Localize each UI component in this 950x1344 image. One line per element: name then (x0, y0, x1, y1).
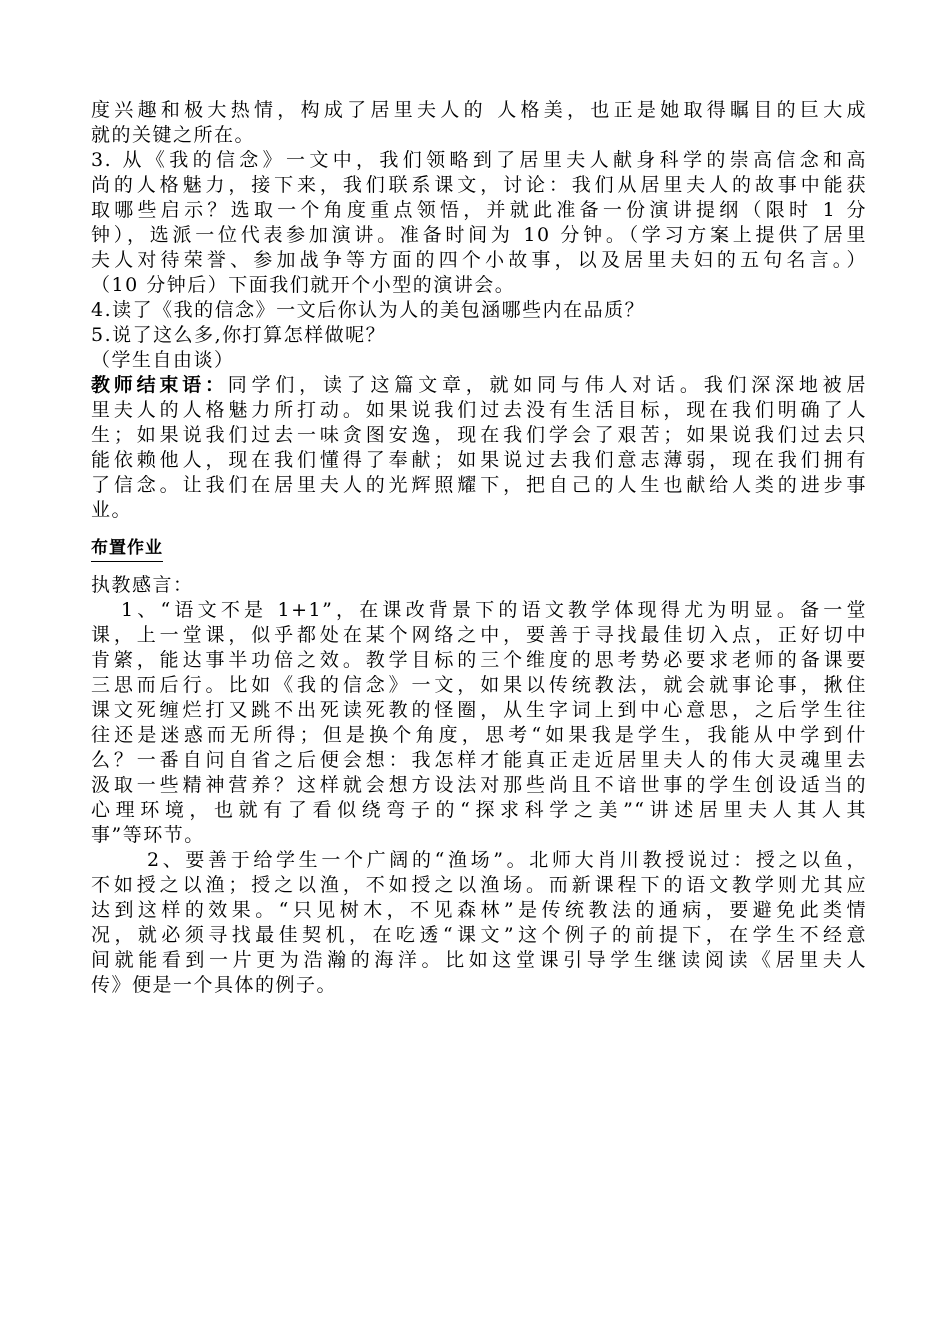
text-line: 事”等环节。 (91, 824, 205, 846)
text-line: 1、“语文不是 1+1”，在课改背景下的语文教学体现得尤为明显。备一堂 (121, 599, 867, 621)
text-line: 况，就必须寻找最佳契机，在吃透“课文”这个例子的前提下，在学生不经意 (91, 924, 867, 946)
text-line: 课文死缠烂打又跳不出死读死教的怪圈，从生字词上到中心意思，之后学生往 (91, 699, 867, 721)
text-line: 尚的人格魅力，接下来，我们联系课文，讨论：我们从居里夫人的故事中能获 (91, 174, 867, 196)
text-line: 夫人对待荣誉、参加战争等方面的四个小故事，以及居里夫妇的五句名言。） (91, 249, 867, 271)
text-line: 度兴趣和极大热情，构成了居里夫人的 人格美，也正是她取得瞩目的巨大成 (91, 99, 867, 121)
text-line: 课，上一堂课，似乎都处在某个网络之中，要善于寻找最佳切入点，正好切中 (91, 624, 867, 646)
text-line: 往还是迷惑而无所得；但是换个角度，思考“如果我是学生，我能从中学到什 (91, 724, 867, 746)
text-line: 取哪些启示？选取一个角度重点领悟，并就此准备一份演讲提纲（限时 1 分 (91, 199, 867, 221)
text-line: 就的关键之所在。 (91, 124, 256, 146)
text-line: 5.说了这么多,你打算怎样做呢？ (91, 324, 387, 346)
text-line: （10 分钟后）下面我们就开个小型的演讲会。 (91, 274, 516, 296)
text-line: 能依赖他人，现在我们懂得了奉献；如果说过去我们意志薄弱，现在我们拥有 (91, 449, 867, 471)
text-line: 不如授之以渔；授之以渔，不如授之以渔场。而新课程下的语文教学则尤其应 (91, 874, 867, 896)
text-line: 了信念。让我们在居里夫人的光辉照耀下，把自己的人生也献给人类的进步事 (91, 474, 867, 496)
text-line: 生；如果说我们过去一味贪图安逸，现在我们学会了艰苦；如果说我们过去只 (91, 424, 867, 446)
text-line: 三思而后行。比如《我的信念》一文，如果以传统教法，就会就事论事，揪住 (91, 674, 867, 696)
homework-heading-wrap (91, 537, 867, 567)
text-line: 心理环境，也就有了看似绕弯子的“探求科学之美”“讲述居里夫人其人其 (91, 799, 867, 821)
text-line: 肯綮，能达事半功倍之效。教学目标的三个维度的思考势必要求老师的备课要 (91, 649, 867, 671)
text-line: 汲取一些精神营养？这样就会想方设法对那些尚且不谙世事的学生创设适当的 (91, 774, 867, 796)
text-line: 达到这样的效果。“只见树木，不见森林”是传统教法的通病，要避免此类情 (91, 899, 867, 921)
text-line: 4.读了《我的信念》一文后你认为人的美包涵哪些内在品质？ (91, 299, 646, 321)
closing-text: 同学们，读了这篇文章，就如同与伟人对话。我们深深地被居 (227, 374, 867, 396)
text-line: （学生自由谈） (91, 349, 235, 371)
reflection-title: 执教感言： (91, 574, 194, 596)
text-line: 间就能看到一片更为浩瀚的海洋。比如这堂课引导学生继读阅读《居里夫人 (91, 949, 867, 971)
closing-first-line (91, 373, 867, 398)
text-line: 么？一番自问自省之后便会想：我怎样才能真正走近居里夫人的伟大灵魂里去 (91, 749, 867, 771)
text-line: 传》便是一个具体的例子。 (91, 974, 338, 996)
text-line: 钟），选派一位代表参加演讲。准备时间为 10 分钟。（学习方案上提供了居里 (91, 224, 867, 246)
document-page (91, 98, 867, 998)
text-line: 3. 从《我的信念》一文中，我们领略到了居里夫人献身科学的崇高信念和高 (91, 149, 867, 171)
homework-heading: 布置作业 (91, 537, 163, 562)
closing-label: 教师结束语： (91, 374, 228, 396)
text-line: 业。 (91, 499, 133, 521)
text-line: 里夫人的人格魅力所打动。如果说我们过去没有生活目标，现在我们明确了人 (91, 399, 867, 421)
text-line: 2、要善于给学生一个广阔的“渔场”。北师大肖川教授说过：授之以鱼， (147, 849, 867, 871)
